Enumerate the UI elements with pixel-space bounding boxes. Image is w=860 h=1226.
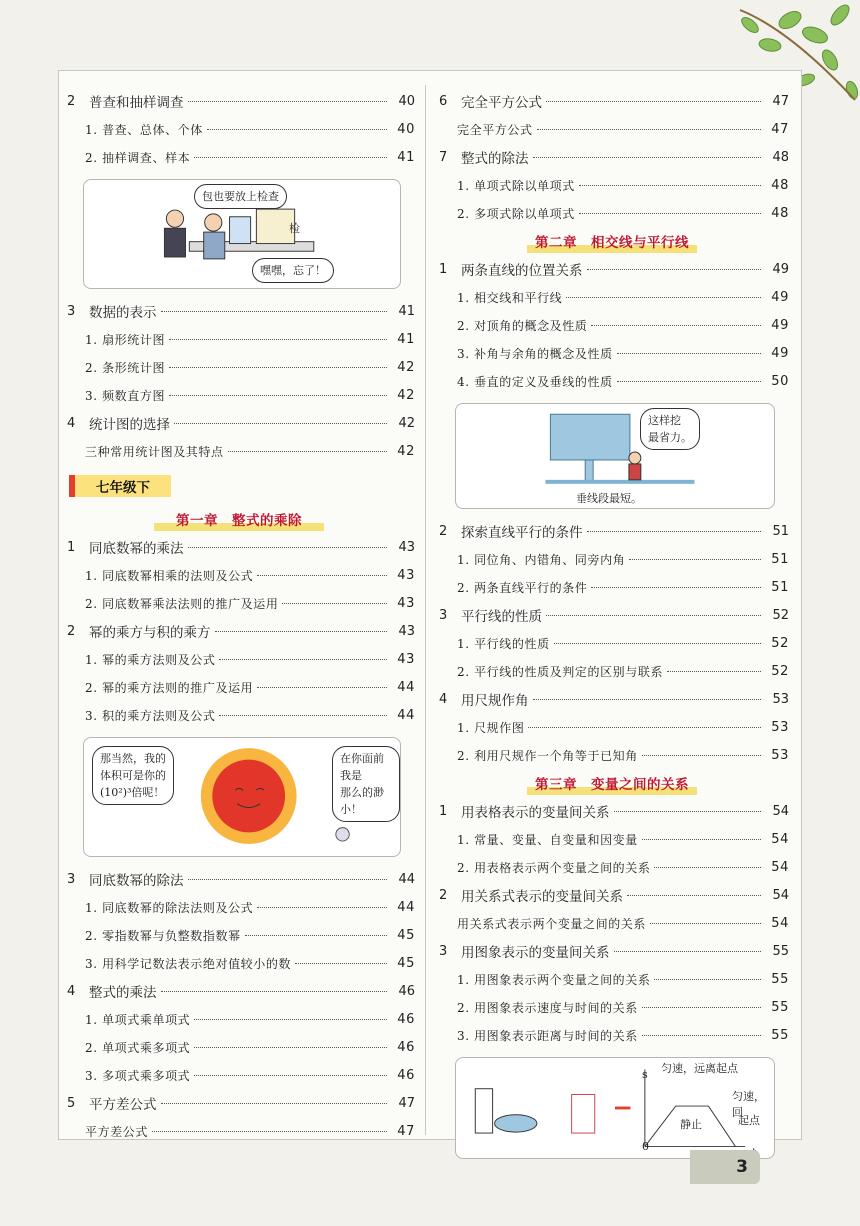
entry-title: 完全平方公式	[461, 95, 542, 111]
entry-title: 平方差公式	[89, 1097, 157, 1113]
entry-page: 51	[771, 579, 789, 595]
subsection-entry[interactable]	[63, 561, 415, 589]
dot-leader	[579, 185, 761, 186]
entry-page: 52	[772, 607, 789, 623]
dot-leader	[642, 1035, 761, 1036]
section-entry[interactable]	[435, 517, 789, 545]
subsection-entry[interactable]	[435, 825, 789, 853]
page-number-text: 3	[736, 1157, 748, 1177]
sign-text: 检	[289, 222, 300, 235]
entry-page: 41	[398, 303, 415, 319]
entry-title: 2. 平行线的性质及判定的区别与联系	[457, 664, 664, 679]
subsection-entry[interactable]	[63, 1061, 415, 1089]
entry-page: 43	[397, 595, 415, 611]
subsection-entry[interactable]	[435, 965, 789, 993]
dot-leader	[282, 603, 387, 604]
entry-title: 三种常用统计图及其特点	[85, 444, 224, 459]
subsection-entry[interactable]	[63, 701, 415, 729]
subsection-entry[interactable]	[435, 853, 789, 881]
axis-o: 0	[642, 1140, 649, 1153]
dot-leader	[169, 339, 387, 340]
dot-leader	[650, 923, 761, 924]
entry-page: 48	[771, 177, 789, 193]
dot-leader	[654, 867, 761, 868]
entry-page: 40	[397, 121, 415, 137]
entry-title: 平行线的性质	[461, 609, 542, 625]
bubble-sun	[92, 746, 174, 805]
bubble-digging-line: 这样挖	[648, 414, 681, 427]
entry-title: 整式的乘法	[89, 985, 157, 1001]
chapter-title: 第三章 变量之间的关系	[535, 777, 689, 793]
entry-number: 2	[439, 523, 448, 539]
dot-leader	[194, 1075, 387, 1076]
entry-page: 42	[397, 443, 415, 459]
subsection-entry[interactable]	[63, 1005, 415, 1033]
entry-number: 2	[67, 93, 76, 109]
entry-page: 43	[397, 567, 415, 583]
dot-leader	[169, 367, 387, 368]
subsection-entry[interactable]	[63, 115, 415, 143]
chapter-heading	[435, 769, 789, 797]
chapter-title: 第一章 整式的乘除	[176, 513, 302, 529]
subsection-entry[interactable]	[63, 143, 415, 171]
subsection-entry[interactable]	[435, 909, 789, 937]
entry-title: 3. 积的乘方法则及公式	[85, 708, 216, 723]
entry-title: 3. 补角与余角的概念及性质	[457, 346, 613, 361]
entry-page: 54	[772, 887, 789, 903]
dot-leader	[533, 157, 762, 158]
dot-leader	[546, 101, 761, 102]
entry-page: 49	[771, 289, 789, 305]
dot-leader	[161, 991, 388, 992]
entry-number: 6	[439, 93, 448, 109]
entry-title: 2. 零指数幂与负整数指数幂	[85, 928, 241, 943]
dot-leader	[169, 395, 387, 396]
dot-leader	[654, 979, 761, 980]
ann-start: 起点	[738, 1114, 760, 1127]
entry-page: 55	[771, 1027, 789, 1043]
dot-leader	[219, 715, 387, 716]
entry-title: 用表格表示的变量间关系	[461, 805, 610, 821]
entry-page: 46	[397, 1011, 415, 1027]
entry-number: 1	[67, 539, 76, 555]
entry-number: 4	[67, 415, 76, 431]
entry-page: 50	[771, 373, 789, 389]
dot-leader	[152, 1131, 387, 1132]
subsection-entry[interactable]	[63, 1117, 415, 1145]
entry-title: 1. 单项式乘单项式	[85, 1012, 191, 1027]
section-entry[interactable]	[63, 297, 415, 325]
subsection-entry[interactable]	[435, 629, 789, 657]
section-entry[interactable]	[435, 143, 789, 171]
dot-leader	[257, 575, 387, 576]
section-entry[interactable]	[435, 255, 789, 283]
entry-page: 51	[771, 551, 789, 567]
entry-page: 45	[397, 955, 415, 971]
dot-leader	[533, 699, 762, 700]
dot-leader	[587, 269, 762, 270]
entry-page: 40	[398, 93, 415, 109]
entry-page: 52	[771, 635, 789, 651]
subsection-entry[interactable]	[63, 437, 415, 465]
chapter-heading	[435, 227, 789, 255]
chapter-title: 第二章 相交线与平行线	[535, 235, 689, 251]
entry-page: 54	[771, 915, 789, 931]
bubble-sun-line: 体积可是你的	[100, 769, 166, 782]
entry-page: 51	[772, 523, 789, 539]
subsection-entry[interactable]	[435, 339, 789, 367]
entry-title: 2. 利用尺规作一个角等于已知角	[457, 748, 638, 763]
dot-leader	[587, 531, 762, 532]
axis-s: s	[642, 1068, 648, 1081]
entry-page: 49	[771, 317, 789, 333]
bubble-planet-line: 在你面前我是	[340, 752, 384, 782]
subsection-entry[interactable]	[435, 741, 789, 769]
entry-page: 52	[771, 663, 789, 679]
dot-leader	[228, 451, 387, 452]
bubble-sun-line: (10²)³倍呢！	[100, 786, 165, 799]
entry-number: 4	[439, 691, 448, 707]
entry-page: 43	[398, 623, 415, 639]
entry-page: 43	[397, 651, 415, 667]
entry-title: 1. 用图象表示两个变量之间的关系	[457, 972, 651, 987]
entry-page: 55	[772, 943, 789, 959]
entry-title: 2. 多项式除以单项式	[457, 206, 575, 221]
subsection-entry[interactable]	[435, 713, 789, 741]
dot-leader	[219, 659, 387, 660]
entry-page: 47	[771, 121, 789, 137]
entry-page: 42	[397, 387, 415, 403]
section-entry[interactable]	[435, 797, 789, 825]
page-number	[690, 1150, 760, 1184]
dot-leader	[295, 963, 387, 964]
entry-number: 2	[439, 887, 448, 903]
dot-leader	[617, 381, 761, 382]
dot-leader	[627, 895, 761, 896]
section-entry[interactable]	[435, 685, 789, 713]
subsection-entry[interactable]	[435, 283, 789, 311]
entry-title: 2. 抽样调查、样本	[85, 150, 191, 165]
dot-leader	[257, 687, 387, 688]
entry-title: 2. 两条直线平行的条件	[457, 580, 588, 595]
entry-page: 49	[771, 345, 789, 361]
caption-perpendicular: 垂线段最短。	[576, 492, 642, 505]
entry-title: 1. 尺规作图	[457, 720, 525, 735]
column-divider	[425, 85, 426, 1135]
subsection-entry[interactable]	[435, 199, 789, 227]
entry-number: 7	[439, 149, 448, 165]
entry-page: 45	[397, 927, 415, 943]
section-entry[interactable]	[63, 533, 415, 561]
dot-leader	[617, 353, 761, 354]
subsection-entry[interactable]	[435, 115, 789, 143]
entry-page: 54	[772, 803, 789, 819]
entry-page: 44	[397, 679, 415, 695]
dot-leader	[642, 1007, 761, 1008]
entry-title: 2. 用图象表示速度与时间的关系	[457, 1000, 638, 1015]
entry-title: 1. 常量、变量、自变量和因变量	[457, 832, 638, 847]
subsection-entry[interactable]	[435, 573, 789, 601]
entry-number: 1	[439, 803, 448, 819]
dot-leader	[566, 297, 761, 298]
entry-page: 44	[397, 707, 415, 723]
entry-title: 2. 同底数幂乘法法则的推广及运用	[85, 596, 279, 611]
entry-page: 49	[772, 261, 789, 277]
entry-page: 46	[397, 1067, 415, 1083]
dot-leader	[194, 157, 387, 158]
entry-title: 用图象表示的变量间关系	[461, 945, 610, 961]
dot-leader	[591, 587, 761, 588]
subsection-entry[interactable]	[63, 893, 415, 921]
dot-leader	[528, 727, 761, 728]
entry-number: 5	[67, 1095, 76, 1111]
entry-title: 用关系式表示两个变量之间的关系	[457, 916, 647, 931]
dot-leader	[174, 423, 387, 424]
entry-page: 41	[397, 331, 415, 347]
toc-page	[58, 70, 802, 1153]
illustration-security-check	[83, 179, 401, 289]
section-entry[interactable]	[435, 937, 789, 965]
dot-leader	[579, 213, 761, 214]
entry-number: 1	[439, 261, 448, 277]
entry-page: 47	[397, 1123, 415, 1139]
entry-title: 1. 同底数幂相乘的法则及公式	[85, 568, 254, 583]
entry-title: 2. 单项式乘多项式	[85, 1040, 191, 1055]
entry-page: 41	[397, 149, 415, 165]
entry-title: 2. 对顶角的概念及性质	[457, 318, 588, 333]
dot-leader	[537, 129, 761, 130]
dot-leader	[188, 101, 388, 102]
entry-title: 3. 频数直方图	[85, 388, 166, 403]
subsection-entry[interactable]	[435, 657, 789, 685]
entry-page: 46	[398, 983, 415, 999]
entry-title: 同底数幂的除法	[89, 873, 184, 889]
bubble-small-planet	[332, 746, 400, 822]
entry-page: 48	[771, 205, 789, 221]
section-entry[interactable]	[435, 87, 789, 115]
entry-title: 1. 同底数幂的除法法则及公式	[85, 900, 254, 915]
entry-number: 3	[67, 303, 76, 319]
entry-page: 55	[771, 999, 789, 1015]
subsection-entry[interactable]	[63, 949, 415, 977]
bubble-right-1: 嘿嘿，忘了！	[252, 258, 334, 283]
entry-page: 44	[398, 871, 415, 887]
entry-page: 53	[771, 719, 789, 735]
entry-page: 55	[771, 971, 789, 987]
subsection-entry[interactable]	[63, 353, 415, 381]
subsection-entry[interactable]	[435, 171, 789, 199]
dot-leader	[629, 559, 761, 560]
entry-title: 探索直线平行的条件	[461, 525, 583, 541]
subsection-entry[interactable]	[63, 1033, 415, 1061]
toc-right-column	[435, 87, 789, 1167]
entry-number: 3	[439, 943, 448, 959]
dot-leader	[245, 935, 387, 936]
bubble-planet-line: 那么的渺小！	[340, 786, 384, 816]
entry-title: 1. 单项式除以单项式	[457, 178, 575, 193]
bubble-digging	[640, 408, 700, 450]
subsection-entry[interactable]	[63, 589, 415, 617]
entry-title: 整式的除法	[461, 151, 529, 167]
entry-title: 2. 用表格表示两个变量之间的关系	[457, 860, 651, 875]
subsection-entry[interactable]	[63, 673, 415, 701]
grade-heading	[69, 471, 415, 501]
ann-back: 匀速，回	[732, 1090, 765, 1119]
entry-number: 2	[67, 623, 76, 639]
entry-title: 用尺规作角	[461, 693, 529, 709]
entry-title: 3. 用图象表示距离与时间的关系	[457, 1028, 638, 1043]
bubble-sun-line: 那当然，我的	[100, 752, 166, 765]
dot-leader	[188, 879, 388, 880]
entry-page: 54	[771, 859, 789, 875]
entry-title: 完全平方公式	[457, 122, 533, 137]
entry-page: 48	[772, 149, 789, 165]
illustration-graph	[455, 1057, 775, 1159]
entry-title: 4. 垂直的定义及垂线的性质	[457, 374, 613, 389]
entry-number: 4	[67, 983, 76, 999]
dot-leader	[642, 755, 761, 756]
grade-label: 七年级下	[75, 475, 171, 497]
entry-page: 47	[398, 1095, 415, 1111]
entry-number: 3	[439, 607, 448, 623]
entry-title: 3. 多项式乘多项式	[85, 1068, 191, 1083]
dot-leader	[194, 1019, 387, 1020]
entry-page: 43	[398, 539, 415, 555]
entry-page: 42	[397, 359, 415, 375]
subsection-entry[interactable]	[435, 993, 789, 1021]
entry-title: 普查和抽样调查	[89, 95, 184, 111]
subsection-entry[interactable]	[63, 645, 415, 673]
entry-title: 2. 幂的乘方法则的推广及运用	[85, 680, 254, 695]
dot-leader	[614, 811, 762, 812]
entry-title: 用关系式表示的变量间关系	[461, 889, 623, 905]
toc-left-column	[63, 87, 415, 1145]
illustration-sun	[83, 737, 401, 857]
entry-number: 3	[67, 871, 76, 887]
entry-title: 1. 平行线的性质	[457, 636, 550, 651]
section-entry[interactable]	[63, 409, 415, 437]
dot-leader	[667, 671, 761, 672]
bubble-left-1: 包也要放上检查	[194, 184, 287, 209]
entry-page: 42	[398, 415, 415, 431]
ann-rest: 静止	[680, 1118, 702, 1131]
dot-leader	[546, 615, 761, 616]
dot-leader	[215, 631, 388, 632]
entry-page: 53	[771, 747, 789, 763]
entry-title: 3. 用科学记数法表示绝对值较小的数	[85, 956, 292, 971]
entry-title: 1. 普查、总体、个体	[85, 122, 203, 137]
dot-leader	[257, 907, 387, 908]
entry-title: 同底数幂的乘法	[89, 541, 184, 557]
chapter-heading	[63, 505, 415, 533]
bubble-digging-line: 最省力。	[648, 431, 692, 444]
section-entry[interactable]	[435, 881, 789, 909]
dot-leader	[554, 643, 761, 644]
section-entry[interactable]	[63, 977, 415, 1005]
section-entry[interactable]	[63, 1089, 415, 1117]
subsection-entry[interactable]	[435, 545, 789, 573]
entry-title: 幂的乘方与积的乘方	[89, 625, 211, 641]
entry-page: 44	[397, 899, 415, 915]
section-entry[interactable]	[63, 865, 415, 893]
dot-leader	[642, 839, 761, 840]
entry-page: 47	[772, 93, 789, 109]
dot-leader	[614, 951, 762, 952]
section-entry[interactable]	[63, 87, 415, 115]
dot-leader	[194, 1047, 387, 1048]
illustration-digging	[455, 403, 775, 509]
subsection-entry[interactable]	[63, 325, 415, 353]
dot-leader	[591, 325, 761, 326]
entry-title: 平方差公式	[85, 1124, 149, 1139]
dot-leader	[188, 547, 388, 548]
entry-page: 46	[397, 1039, 415, 1055]
subsection-entry[interactable]	[435, 367, 789, 395]
entry-title: 数据的表示	[89, 305, 157, 321]
entry-page: 53	[772, 691, 789, 707]
entry-title: 2. 条形统计图	[85, 360, 166, 375]
entry-title: 1. 相交线和平行线	[457, 290, 563, 305]
dot-leader	[207, 129, 387, 130]
entry-title: 1. 扇形统计图	[85, 332, 166, 347]
section-entry[interactable]	[435, 601, 789, 629]
subsection-entry[interactable]	[435, 1021, 789, 1049]
ann-far: 匀速，远离起点	[661, 1062, 738, 1075]
entry-title: 1. 幂的乘方法则及公式	[85, 652, 216, 667]
section-entry[interactable]	[63, 617, 415, 645]
subsection-entry[interactable]	[435, 311, 789, 339]
subsection-entry[interactable]	[63, 921, 415, 949]
entry-title: 两条直线的位置关系	[461, 263, 583, 279]
entry-title: 统计图的选择	[89, 417, 170, 433]
entry-page: 54	[771, 831, 789, 847]
dot-leader	[161, 1103, 388, 1104]
entry-title: 1. 同位角、内错角、同旁内角	[457, 552, 626, 567]
subsection-entry[interactable]	[63, 381, 415, 409]
dot-leader	[161, 311, 388, 312]
